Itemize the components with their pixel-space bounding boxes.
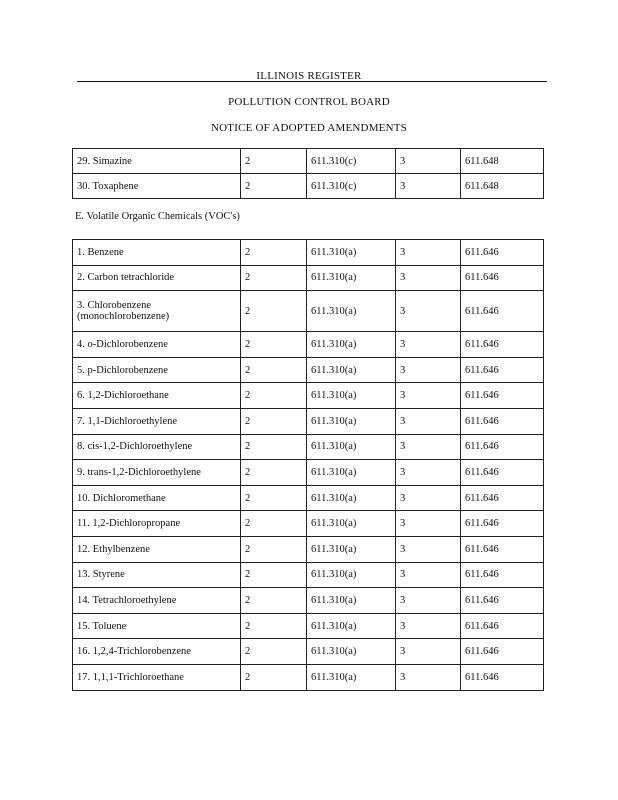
reference-cell-text: 611.646 (465, 594, 499, 606)
reference-cell-text: 611.646 (465, 364, 499, 376)
table-top (72, 148, 544, 199)
column-2-cell-text: 2 (245, 569, 251, 581)
column-4-cell-text: 3 (400, 364, 406, 376)
chemical-name-cell-text-line2: (monochlorobenzene) (77, 311, 170, 323)
reference-cell-text: 611.646 (465, 390, 499, 402)
column-2-cell (241, 149, 307, 174)
section-cell-text: 611.310(a) (311, 246, 357, 258)
chemical-name-cell (73, 240, 241, 266)
reference-cell-text: 611.646 (465, 272, 499, 284)
reference-cell (461, 265, 544, 291)
section-cell-text: 611.310(a) (311, 466, 357, 478)
column-4-cell-text: 3 (400, 338, 406, 350)
column-4-cell (396, 408, 461, 434)
chemical-name-cell (73, 291, 241, 332)
chemical-name-cell-text: 11. 1,2-Dichloropropane (77, 518, 181, 530)
column-2-cell-text: 2 (245, 180, 251, 192)
chemical-name-cell (73, 664, 241, 690)
table-row (73, 240, 544, 266)
reference-cell (461, 485, 544, 511)
section-cell-text: 611.310(a) (311, 569, 357, 581)
chemical-name-cell (73, 511, 241, 537)
table-row (73, 357, 544, 383)
section-cell-text: 611.310(a) (311, 620, 357, 632)
notice-title: NOTICE OF ADOPTED AMENDMENTS (211, 122, 407, 134)
chemical-name-cell (73, 434, 241, 460)
reference-cell (461, 588, 544, 614)
table-row (73, 613, 544, 639)
column-4-cell (396, 613, 461, 639)
reference-cell-text: 611.646 (465, 671, 499, 683)
column-4-cell-text: 3 (400, 415, 406, 427)
chemical-name-cell-text: 7. 1,1-Dichloroethylene (77, 415, 178, 427)
chemical-name-cell-text: 9. trans-1,2-Dichloroethylene (77, 466, 201, 478)
chemical-name-cell-text: 15. Toluene (77, 620, 127, 632)
column-2-cell-text: 2 (245, 338, 251, 350)
column-2-cell (241, 485, 307, 511)
column-4-cell (396, 485, 461, 511)
column-2-cell-text: 2 (245, 543, 251, 555)
reference-cell-text: 611.646 (465, 620, 499, 632)
reference-cell (461, 291, 544, 332)
section-cell (307, 240, 396, 266)
chemical-name-cell (73, 562, 241, 588)
reference-cell (461, 562, 544, 588)
column-2-cell (241, 588, 307, 614)
section-cell (307, 485, 396, 511)
reference-cell (461, 357, 544, 383)
section-cell (307, 408, 396, 434)
section-cell-text: 611.310(a) (311, 543, 357, 555)
chemical-name-cell-text: 2. Carbon tetrachloride (77, 272, 175, 284)
column-4-cell (396, 357, 461, 383)
reference-cell-text: 611.646 (465, 543, 499, 555)
column-4-cell (396, 174, 461, 199)
column-2-cell-text: 2 (245, 466, 251, 478)
reference-cell-text: 611.648 (465, 155, 499, 167)
section-cell (307, 332, 396, 358)
chemical-name-cell (73, 408, 241, 434)
column-4-cell (396, 434, 461, 460)
column-2-cell (241, 536, 307, 562)
section-cell-text: 611.310(a) (311, 646, 357, 658)
column-4-cell-text: 3 (400, 155, 406, 167)
chemical-name-cell (73, 332, 241, 358)
reference-cell-text: 611.646 (465, 569, 499, 581)
reference-cell-text: 611.646 (465, 466, 499, 478)
column-2-cell (241, 291, 307, 332)
reference-cell (461, 613, 544, 639)
chemical-name-cell-text: 29. Simazine (77, 155, 132, 167)
column-2-cell (241, 511, 307, 537)
section-cell (307, 613, 396, 639)
column-2-cell (241, 408, 307, 434)
column-4-cell-text: 3 (400, 620, 406, 632)
column-4-cell (396, 588, 461, 614)
chemical-name-cell (73, 588, 241, 614)
column-4-cell-text: 3 (400, 272, 406, 284)
section-cell (307, 588, 396, 614)
section-cell (307, 174, 396, 199)
column-4-cell (396, 383, 461, 409)
table-row (73, 332, 544, 358)
chemical-name-cell (73, 174, 241, 199)
section-cell-text: 611.310(a) (311, 272, 357, 284)
reference-cell (461, 664, 544, 690)
chemical-name-cell-text: 8. cis-1,2-Dichloroethylene (77, 441, 193, 453)
section-cell-text: 611.310(a) (311, 305, 357, 317)
reference-cell-text: 611.646 (465, 441, 499, 453)
column-4-cell-text: 3 (400, 466, 406, 478)
chemical-name-cell (73, 536, 241, 562)
section-cell (307, 291, 396, 332)
reference-cell (461, 639, 544, 665)
column-2-cell (241, 613, 307, 639)
section-heading: E. Volatile Organic Chemicals (VOC's) (75, 211, 240, 222)
table-row (73, 434, 544, 460)
section-cell (307, 434, 396, 460)
column-2-cell-text: 2 (245, 155, 251, 167)
column-4-cell (396, 460, 461, 486)
reference-cell (461, 174, 544, 199)
column-2-cell-text: 2 (245, 671, 251, 683)
column-4-cell-text: 3 (400, 518, 406, 530)
reference-cell-text: 611.648 (465, 180, 499, 192)
section-cell-text: 611.310(a) (311, 671, 357, 683)
column-4-cell-text: 3 (400, 569, 406, 581)
chemical-name-cell-text: 4. o-Dichlorobenzene (77, 338, 168, 350)
section-cell-text: 611.310(c) (311, 180, 357, 192)
table-row (73, 291, 544, 332)
reference-cell-text: 611.646 (465, 415, 499, 427)
table-row (73, 588, 544, 614)
table-row (73, 383, 544, 409)
chemical-name-cell (73, 149, 241, 174)
column-4-cell (396, 639, 461, 665)
column-4-cell (396, 149, 461, 174)
section-cell (307, 460, 396, 486)
chemical-name-cell-text: 16. 1,2,4-Trichlorobenzene (77, 646, 191, 658)
section-cell (307, 511, 396, 537)
table-row (73, 536, 544, 562)
column-2-cell-text: 2 (245, 518, 251, 530)
column-4-cell-text: 3 (400, 594, 406, 606)
register-title: ILLINOIS REGISTER (256, 70, 362, 82)
section-cell-text: 611.310(a) (311, 415, 357, 427)
reference-cell-text: 611.646 (465, 492, 499, 504)
section-cell (307, 536, 396, 562)
column-2-cell (241, 357, 307, 383)
chemical-name-cell-text: 12. Ethylbenzene (77, 543, 150, 555)
column-2-cell (241, 664, 307, 690)
section-cell-text: 611.310(a) (311, 390, 357, 402)
column-4-cell (396, 291, 461, 332)
chemical-name-cell-text: 1. Benzene (77, 246, 124, 258)
chemical-name-cell (73, 460, 241, 486)
column-4-cell (396, 562, 461, 588)
reference-cell (461, 240, 544, 266)
section-cell-text: 611.310(a) (311, 338, 357, 350)
section-cell-text: 611.310(a) (311, 594, 357, 606)
reference-cell (461, 149, 544, 174)
column-4-cell-text: 3 (400, 180, 406, 192)
chemical-name-cell (73, 383, 241, 409)
section-cell-text: 611.310(a) (311, 492, 357, 504)
column-4-cell (396, 511, 461, 537)
section-cell-text: 611.310(c) (311, 155, 357, 167)
table-row (73, 664, 544, 690)
column-2-cell-text: 2 (245, 272, 251, 284)
reference-cell (461, 536, 544, 562)
chemical-name-cell-text: 13. Styrene (77, 569, 125, 581)
column-4-cell-text: 3 (400, 492, 406, 504)
chemical-name-cell-text: 17. 1,1,1-Trichloroethane (77, 671, 184, 683)
column-4-cell (396, 332, 461, 358)
reference-cell (461, 434, 544, 460)
reference-cell (461, 332, 544, 358)
chemical-name-cell-text: 5. p-Dichlorobenzene (77, 364, 168, 376)
reference-cell-text: 611.646 (465, 246, 499, 258)
table-row (73, 511, 544, 537)
column-4-cell-text: 3 (400, 390, 406, 402)
column-2-cell (241, 332, 307, 358)
column-4-cell (396, 536, 461, 562)
section-cell (307, 639, 396, 665)
column-4-cell-text: 3 (400, 543, 406, 555)
column-2-cell (241, 434, 307, 460)
header-rule (77, 81, 547, 82)
column-4-cell-text: 3 (400, 246, 406, 258)
column-2-cell (241, 639, 307, 665)
column-4-cell (396, 240, 461, 266)
column-4-cell-text: 3 (400, 646, 406, 658)
section-cell (307, 149, 396, 174)
column-4-cell (396, 664, 461, 690)
column-4-cell-text: 3 (400, 441, 406, 453)
table-row (73, 408, 544, 434)
reference-cell-text: 611.646 (465, 518, 499, 530)
board-title: POLLUTION CONTROL BOARD (228, 96, 390, 108)
column-4-cell-text: 3 (400, 671, 406, 683)
column-2-cell-text: 2 (245, 305, 251, 317)
table-row (73, 562, 544, 588)
reference-cell (461, 511, 544, 537)
chemical-name-cell-text: 3. Chlorobenzene (77, 300, 152, 312)
chemical-name-cell-text: 10. Dichloromethane (77, 492, 166, 504)
section-cell (307, 357, 396, 383)
column-2-cell-text: 2 (245, 364, 251, 376)
section-cell (307, 664, 396, 690)
column-2-cell-text: 2 (245, 246, 251, 258)
section-cell (307, 383, 396, 409)
column-2-cell (241, 240, 307, 266)
column-2-cell-text: 2 (245, 492, 251, 504)
table-row (73, 265, 544, 291)
table-row (73, 485, 544, 511)
table-row (73, 460, 544, 486)
column-2-cell (241, 174, 307, 199)
column-2-cell-text: 2 (245, 415, 251, 427)
column-4-cell-text: 3 (400, 305, 406, 317)
column-2-cell-text: 2 (245, 441, 251, 453)
reference-cell (461, 408, 544, 434)
reference-cell-text: 611.646 (465, 646, 499, 658)
section-cell-text: 611.310(a) (311, 518, 357, 530)
section-cell-text: 611.310(a) (311, 364, 357, 376)
reference-cell-text: 611.646 (465, 305, 499, 317)
column-2-cell-text: 2 (245, 646, 251, 658)
chemical-name-cell-text: 30. Toxaphene (77, 180, 139, 192)
section-cell-text: 611.310(a) (311, 441, 357, 453)
column-2-cell-text: 2 (245, 594, 251, 606)
column-2-cell (241, 265, 307, 291)
column-2-cell-text: 2 (245, 390, 251, 402)
column-4-cell (396, 265, 461, 291)
chemical-name-cell (73, 357, 241, 383)
column-2-cell (241, 562, 307, 588)
chemical-name-cell (73, 265, 241, 291)
chemical-name-cell (73, 639, 241, 665)
chemical-name-cell-text: 6. 1,2-Dichloroethane (77, 390, 169, 402)
section-cell (307, 562, 396, 588)
reference-cell (461, 460, 544, 486)
reference-cell (461, 383, 544, 409)
chemical-name-cell-text: 14. Tetrachloroethylene (77, 594, 177, 606)
column-2-cell-text: 2 (245, 620, 251, 632)
table-row (73, 639, 544, 665)
table-voc (72, 239, 544, 691)
chemical-name-cell (73, 485, 241, 511)
table-row (73, 149, 544, 174)
table-row (73, 174, 544, 199)
reference-cell-text: 611.646 (465, 338, 499, 350)
section-cell (307, 265, 396, 291)
chemical-name-cell (73, 613, 241, 639)
column-2-cell (241, 383, 307, 409)
column-2-cell (241, 460, 307, 486)
